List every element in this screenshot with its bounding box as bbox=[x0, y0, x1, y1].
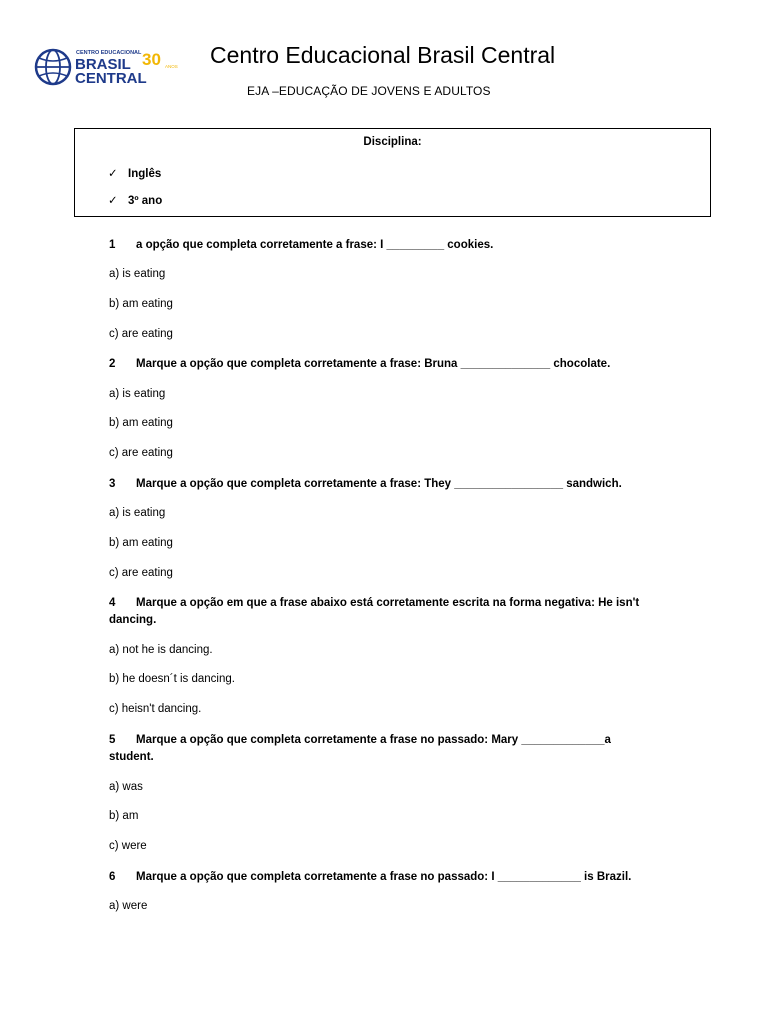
discipline-label: Disciplina: bbox=[363, 136, 422, 148]
svg-text:ANOS: ANOS bbox=[165, 64, 178, 69]
grade-text: 3º ano bbox=[128, 195, 163, 207]
page-subtitle: EJA –EDUCAÇÃO DE JOVENS E ADULTOS bbox=[247, 84, 491, 98]
question-5 bbox=[109, 732, 654, 766]
question-number: 1 bbox=[109, 239, 116, 251]
option: b) am eating bbox=[109, 417, 173, 429]
option: c) were bbox=[109, 840, 147, 852]
checkmark-icon: ✓ bbox=[108, 168, 118, 180]
question-2 bbox=[109, 356, 654, 373]
svg-text:BRASIL: BRASIL bbox=[75, 56, 131, 73]
subject-item bbox=[108, 166, 161, 180]
option: c) are eating bbox=[109, 328, 173, 340]
question-6 bbox=[109, 869, 654, 886]
option: a) not he is dancing. bbox=[109, 644, 213, 656]
svg-text:CENTRO EDUCACIONAL: CENTRO EDUCACIONAL bbox=[76, 50, 142, 56]
option: c) are eating bbox=[109, 567, 173, 579]
page-title: Centro Educacional Brasil Central bbox=[210, 42, 556, 68]
option: a) is eating bbox=[109, 507, 166, 519]
subject-text: Inglês bbox=[128, 168, 162, 180]
option: a) were bbox=[109, 900, 148, 912]
question-number: 6 bbox=[109, 871, 116, 883]
school-logo bbox=[34, 46, 184, 88]
question-number: 4 bbox=[109, 597, 116, 609]
option: c) heisn't dancing. bbox=[109, 703, 202, 715]
globe-icon bbox=[36, 50, 70, 84]
option: a) was bbox=[109, 781, 143, 793]
option: c) are eating bbox=[109, 447, 173, 459]
question-number: 3 bbox=[109, 478, 116, 490]
option: b) am eating bbox=[109, 298, 173, 310]
question-text: Marque a opção que completa corretamente a frase: They _________________ sandwich. bbox=[136, 478, 622, 490]
question-text: Marque a opção que completa corretamente a frase no passado: I _____________ is Brazil. bbox=[136, 871, 632, 883]
question-number: 5 bbox=[109, 734, 116, 746]
svg-text:CENTRAL: CENTRAL bbox=[75, 70, 147, 87]
question-text: Marque a opção que completa corretamente a frase: Bruna ______________ chocolate. bbox=[136, 358, 611, 370]
option: b) am bbox=[109, 810, 139, 822]
option: a) is eating bbox=[109, 388, 166, 400]
question-text: Marque a opção que completa corretamente a frase no passado: Mary _____________a student. bbox=[109, 734, 611, 763]
option: b) he doesn´t is dancing. bbox=[109, 673, 235, 685]
question-text: a opção que completa corretamente a frase: I _________ cookies. bbox=[136, 239, 494, 251]
question-text: Marque a opção em que a frase abaixo está corretamente escrita na forma negativa: He isn't dancing. bbox=[109, 597, 640, 626]
question-4 bbox=[109, 595, 654, 629]
question-number: 2 bbox=[109, 358, 116, 370]
grade-item bbox=[108, 193, 162, 207]
checkmark-icon: ✓ bbox=[108, 195, 118, 207]
svg-text:30: 30 bbox=[142, 50, 161, 69]
question-3 bbox=[109, 476, 654, 493]
question-1 bbox=[109, 237, 654, 254]
subject-info-box bbox=[74, 128, 711, 217]
option: b) am eating bbox=[109, 537, 173, 549]
option: a) is eating bbox=[109, 268, 166, 280]
